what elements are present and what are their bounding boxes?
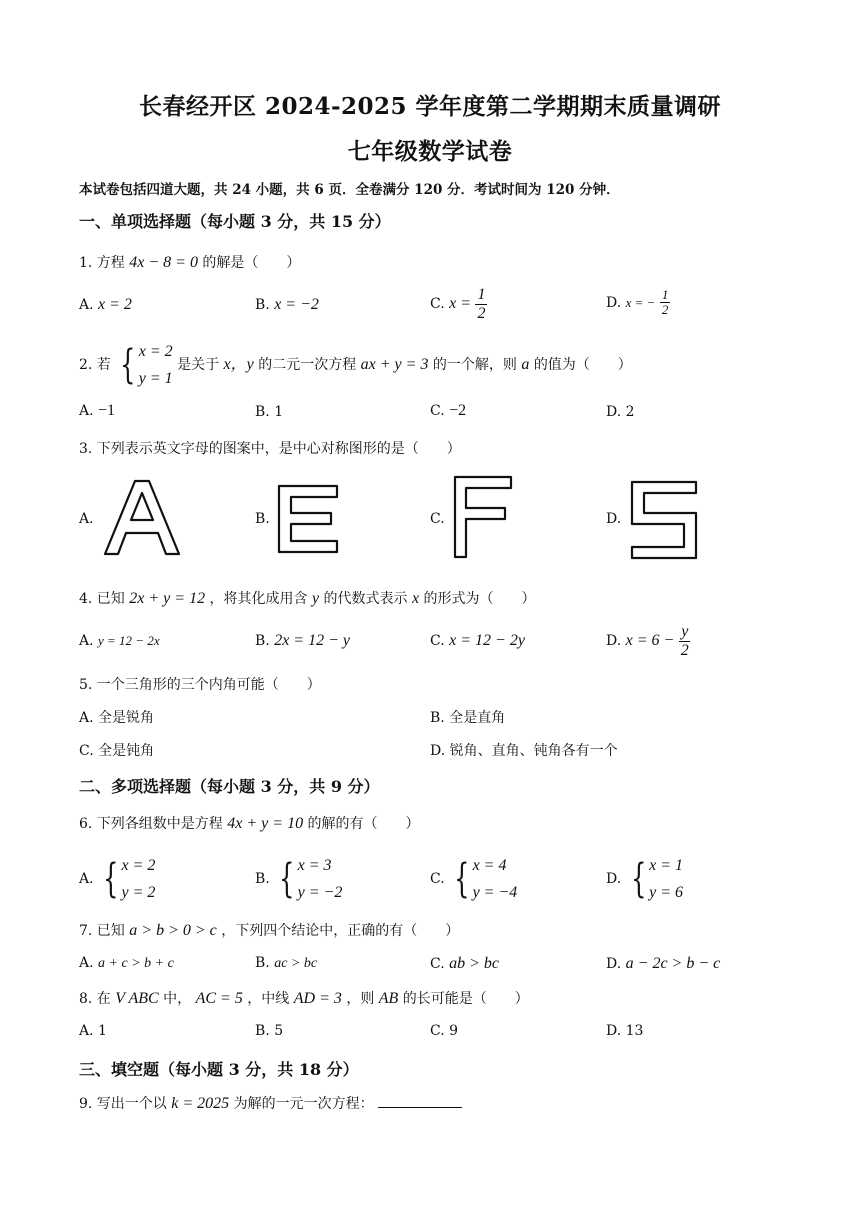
- system-row: y = −4: [472, 884, 518, 902]
- q2-equation: ax + y = 3: [360, 356, 429, 374]
- option-value: 全是锐角: [98, 710, 155, 726]
- q6-option-d[interactable]: [606, 852, 683, 906]
- system-row: x = 3: [297, 857, 332, 874]
- option-label: C.: [430, 871, 445, 888]
- option-label: C.: [430, 633, 445, 649]
- option-value: y = 12 − 2x: [98, 633, 160, 648]
- option-value: x = −2: [274, 296, 319, 313]
- option-value: 锐角、直角、钝角各有一个: [449, 743, 618, 759]
- equation-system: [274, 852, 342, 906]
- question-4: [79, 588, 536, 608]
- exam-title: 长春经开区 2024-2025 学年度第二学期期末质量调研: [138, 93, 722, 120]
- system-row: x = 4: [472, 857, 507, 874]
- system-row: y = 1: [138, 370, 173, 388]
- option-label: B.: [255, 1023, 270, 1039]
- q4-text: 的代数式表示: [323, 591, 408, 607]
- system-row: y = 2: [121, 884, 156, 902]
- denominator: 2: [477, 304, 486, 322]
- option-value: a − 2c > b − c: [625, 955, 721, 972]
- system-row: x = 2: [138, 343, 173, 360]
- question-5: 5. 一个三角形的三个内角可能（ ）: [79, 677, 321, 693]
- question-2: [79, 338, 632, 392]
- option-value: −2: [449, 402, 467, 419]
- letter-f-figure: [453, 475, 513, 559]
- q4-option-d[interactable]: [606, 623, 691, 659]
- q2-text: 是关于: [177, 357, 220, 374]
- q3-option-b-label[interactable]: B.: [255, 511, 270, 527]
- q8-segment: AB: [378, 990, 399, 1007]
- q5-option-a[interactable]: [79, 707, 154, 727]
- q1-option-c[interactable]: [430, 286, 487, 322]
- q4-option-b[interactable]: [255, 632, 350, 650]
- q8-option-d[interactable]: [606, 1023, 643, 1039]
- option-value: x = 12 − 2y: [449, 632, 525, 649]
- option-value: ab > bc: [449, 955, 500, 972]
- option-label: A.: [79, 871, 94, 888]
- q5-option-d[interactable]: [430, 740, 618, 760]
- option-label: B.: [255, 404, 270, 420]
- q4-var-y: y: [311, 590, 320, 607]
- q8-suffix: 的长可能是（ ）: [402, 991, 529, 1007]
- q1-suffix: 的解是（ ）: [202, 255, 301, 271]
- system-row: x = 2: [121, 857, 156, 874]
- q2-option-b[interactable]: [255, 404, 283, 420]
- section-1-heading: 一、单项选择题（每小题 3 分，共 15 分）: [79, 212, 391, 231]
- denominator: 2: [661, 302, 669, 318]
- section-2-heading: 二、多项选择题（每小题 3 分，共 9 分）: [79, 777, 380, 796]
- q9-prefix: 9. 写出一个以: [79, 1096, 167, 1112]
- q1-prefix: 1. 方程: [79, 255, 125, 271]
- q7-option-d[interactable]: [606, 955, 720, 973]
- q5-option-b[interactable]: [430, 707, 505, 727]
- q4-equation: 2x + y = 12: [129, 590, 206, 607]
- q2-text: 的二元一次方程: [258, 357, 357, 374]
- numerator: 1: [477, 286, 486, 303]
- q7-option-c[interactable]: [430, 955, 499, 973]
- question-6: [79, 813, 420, 833]
- q6-equation: 4x + y = 10: [227, 815, 304, 832]
- question-8: [79, 988, 529, 1008]
- system-row: y = −2: [297, 884, 343, 902]
- fraction: [660, 288, 671, 318]
- option-value: 13: [625, 1023, 644, 1039]
- q9-equation: k = 2025: [171, 1095, 230, 1112]
- brace-icon: {: [630, 856, 647, 903]
- brace-icon: {: [103, 856, 119, 903]
- option-label: D.: [606, 871, 622, 888]
- exam-subtitle: 七年级数学试卷: [347, 138, 513, 165]
- option-label: C.: [79, 743, 94, 759]
- numerator: 1: [661, 287, 669, 302]
- section-3-heading: 三、填空题（每小题 3 分，共 18 分）: [79, 1060, 359, 1079]
- option-value: 1: [98, 1023, 107, 1039]
- q8-option-a[interactable]: [79, 1023, 107, 1039]
- q2-option-c[interactable]: [430, 402, 466, 420]
- option-label: B.: [255, 633, 270, 649]
- q8-equation-2: AD = 3: [293, 990, 342, 1007]
- option-value: 全是直角: [449, 710, 506, 726]
- q3-option-a-label[interactable]: A.: [79, 511, 94, 527]
- option-label: A.: [79, 1023, 94, 1039]
- q4-option-a[interactable]: [79, 633, 160, 649]
- option-label: B.: [255, 955, 270, 971]
- q6-prefix: 6. 下列各组数中是方程: [79, 816, 223, 832]
- option-label: B.: [430, 710, 445, 726]
- q8-triangle: V ABC: [115, 990, 159, 1007]
- q2-suffix: 的值为（ ）: [533, 357, 632, 374]
- question-9: [79, 1093, 462, 1113]
- option-label: D.: [606, 294, 622, 311]
- question-1: [79, 252, 300, 272]
- q6-option-b[interactable]: [255, 852, 342, 906]
- option-label: C.: [430, 296, 445, 313]
- option-value: 9: [449, 1023, 459, 1039]
- option-label: C.: [430, 1023, 445, 1039]
- equation-system: [98, 852, 155, 906]
- brace-icon: {: [120, 342, 136, 389]
- question-3: 3. 下列表示英文字母的图案中，是中心对称图形的是（ ）: [79, 441, 461, 457]
- q4-prefix: 4. 已知: [79, 591, 125, 607]
- equation-system: [449, 852, 517, 906]
- option-value: 1: [274, 404, 284, 420]
- option-value: a + c > b + c: [98, 956, 174, 971]
- option-label: D.: [606, 404, 622, 420]
- option-value: ac > bc: [274, 956, 318, 971]
- option-label: D.: [606, 633, 622, 650]
- option-label: B.: [255, 871, 270, 888]
- q8-option-b[interactable]: [255, 1023, 283, 1039]
- q6-option-c[interactable]: [430, 852, 517, 906]
- equation-system: [115, 338, 172, 392]
- question-7: [79, 920, 459, 940]
- q2-vars: x，y: [223, 356, 254, 374]
- q8-text: ，中线: [247, 991, 290, 1007]
- answer-blank[interactable]: [378, 1093, 462, 1108]
- q4-text: ，将其化成用含: [209, 591, 308, 607]
- numerator: y: [681, 623, 689, 640]
- option-value: 全是钝角: [98, 743, 155, 759]
- option-lhs: x =: [449, 295, 472, 313]
- q2-var-a: a: [521, 356, 530, 374]
- option-lhs: x = −: [625, 294, 656, 310]
- denominator: 2: [680, 641, 689, 659]
- q2-text: 的一个解，则: [432, 357, 517, 374]
- q2-option-a[interactable]: [79, 402, 115, 420]
- q2-option-d[interactable]: [606, 404, 635, 420]
- q9-suffix: 为解的一元一次方程：: [233, 1096, 374, 1112]
- letter-s-figure: [630, 480, 698, 560]
- option-value: 2x = 12 − y: [274, 632, 350, 649]
- system-row: x = 1: [649, 857, 683, 874]
- option-value: −1: [98, 402, 116, 419]
- q7-inequality: a > b > 0 > c: [129, 922, 217, 939]
- brace-icon: {: [279, 856, 295, 903]
- q7-prefix: 7. 已知: [79, 923, 125, 939]
- option-label: A.: [79, 297, 94, 313]
- option-label: C.: [430, 403, 445, 419]
- q8-prefix: 8. 在: [79, 991, 111, 1007]
- system-row: y = 6: [649, 884, 683, 902]
- q1-equation: 4x − 8 = 0: [129, 254, 198, 271]
- q3-option-c-label[interactable]: C.: [430, 511, 445, 527]
- q8-text: 中，: [163, 991, 192, 1007]
- q2-prefix: 2. 若: [79, 357, 111, 374]
- option-value: 5: [274, 1023, 284, 1039]
- option-label: D.: [430, 743, 446, 759]
- q1-option-d[interactable]: [606, 288, 670, 318]
- q8-option-c[interactable]: [430, 1023, 458, 1039]
- exam-note: 本试卷包括四道大题，共 24 小题，共 6 页．全卷满分 120 分．考试时间为 120 分钟．: [79, 182, 620, 198]
- q1-option-b[interactable]: [255, 296, 319, 314]
- q4-var-x: x: [411, 590, 420, 607]
- equation-system: [626, 852, 683, 906]
- q7-suffix: ，下列四个结论中，正确的有（ ）: [221, 923, 460, 939]
- q8-equation-1: AC = 5: [195, 990, 243, 1007]
- option-lhs: x = 6 −: [625, 632, 675, 650]
- option-label: C.: [430, 956, 445, 972]
- option-label: A.: [79, 710, 94, 726]
- fraction: [475, 286, 487, 322]
- q6-option-a[interactable]: [79, 852, 155, 906]
- option-label: B.: [255, 297, 270, 313]
- brace-icon: {: [454, 856, 470, 903]
- option-label: D.: [606, 956, 622, 972]
- q8-text: ，则: [346, 991, 375, 1007]
- option-label: A.: [79, 633, 94, 649]
- q7-option-b[interactable]: [255, 955, 317, 972]
- q7-option-a[interactable]: [79, 955, 174, 972]
- q5-option-c[interactable]: [79, 740, 154, 760]
- q4-option-c[interactable]: [430, 632, 525, 650]
- q4-suffix: 的形式为（ ）: [423, 591, 536, 607]
- q1-option-a[interactable]: [79, 296, 132, 314]
- q6-suffix: 的解的有（ ）: [307, 816, 420, 832]
- option-label: A.: [79, 955, 94, 971]
- option-label: A.: [79, 403, 94, 419]
- option-value: 2: [625, 404, 635, 420]
- option-label: D.: [606, 1023, 622, 1039]
- letter-e-figure: [277, 484, 339, 554]
- fraction: [679, 623, 691, 659]
- letter-a-figure: [103, 478, 181, 556]
- option-value: x = 2: [98, 296, 132, 313]
- q3-option-d-label[interactable]: D.: [606, 511, 622, 527]
